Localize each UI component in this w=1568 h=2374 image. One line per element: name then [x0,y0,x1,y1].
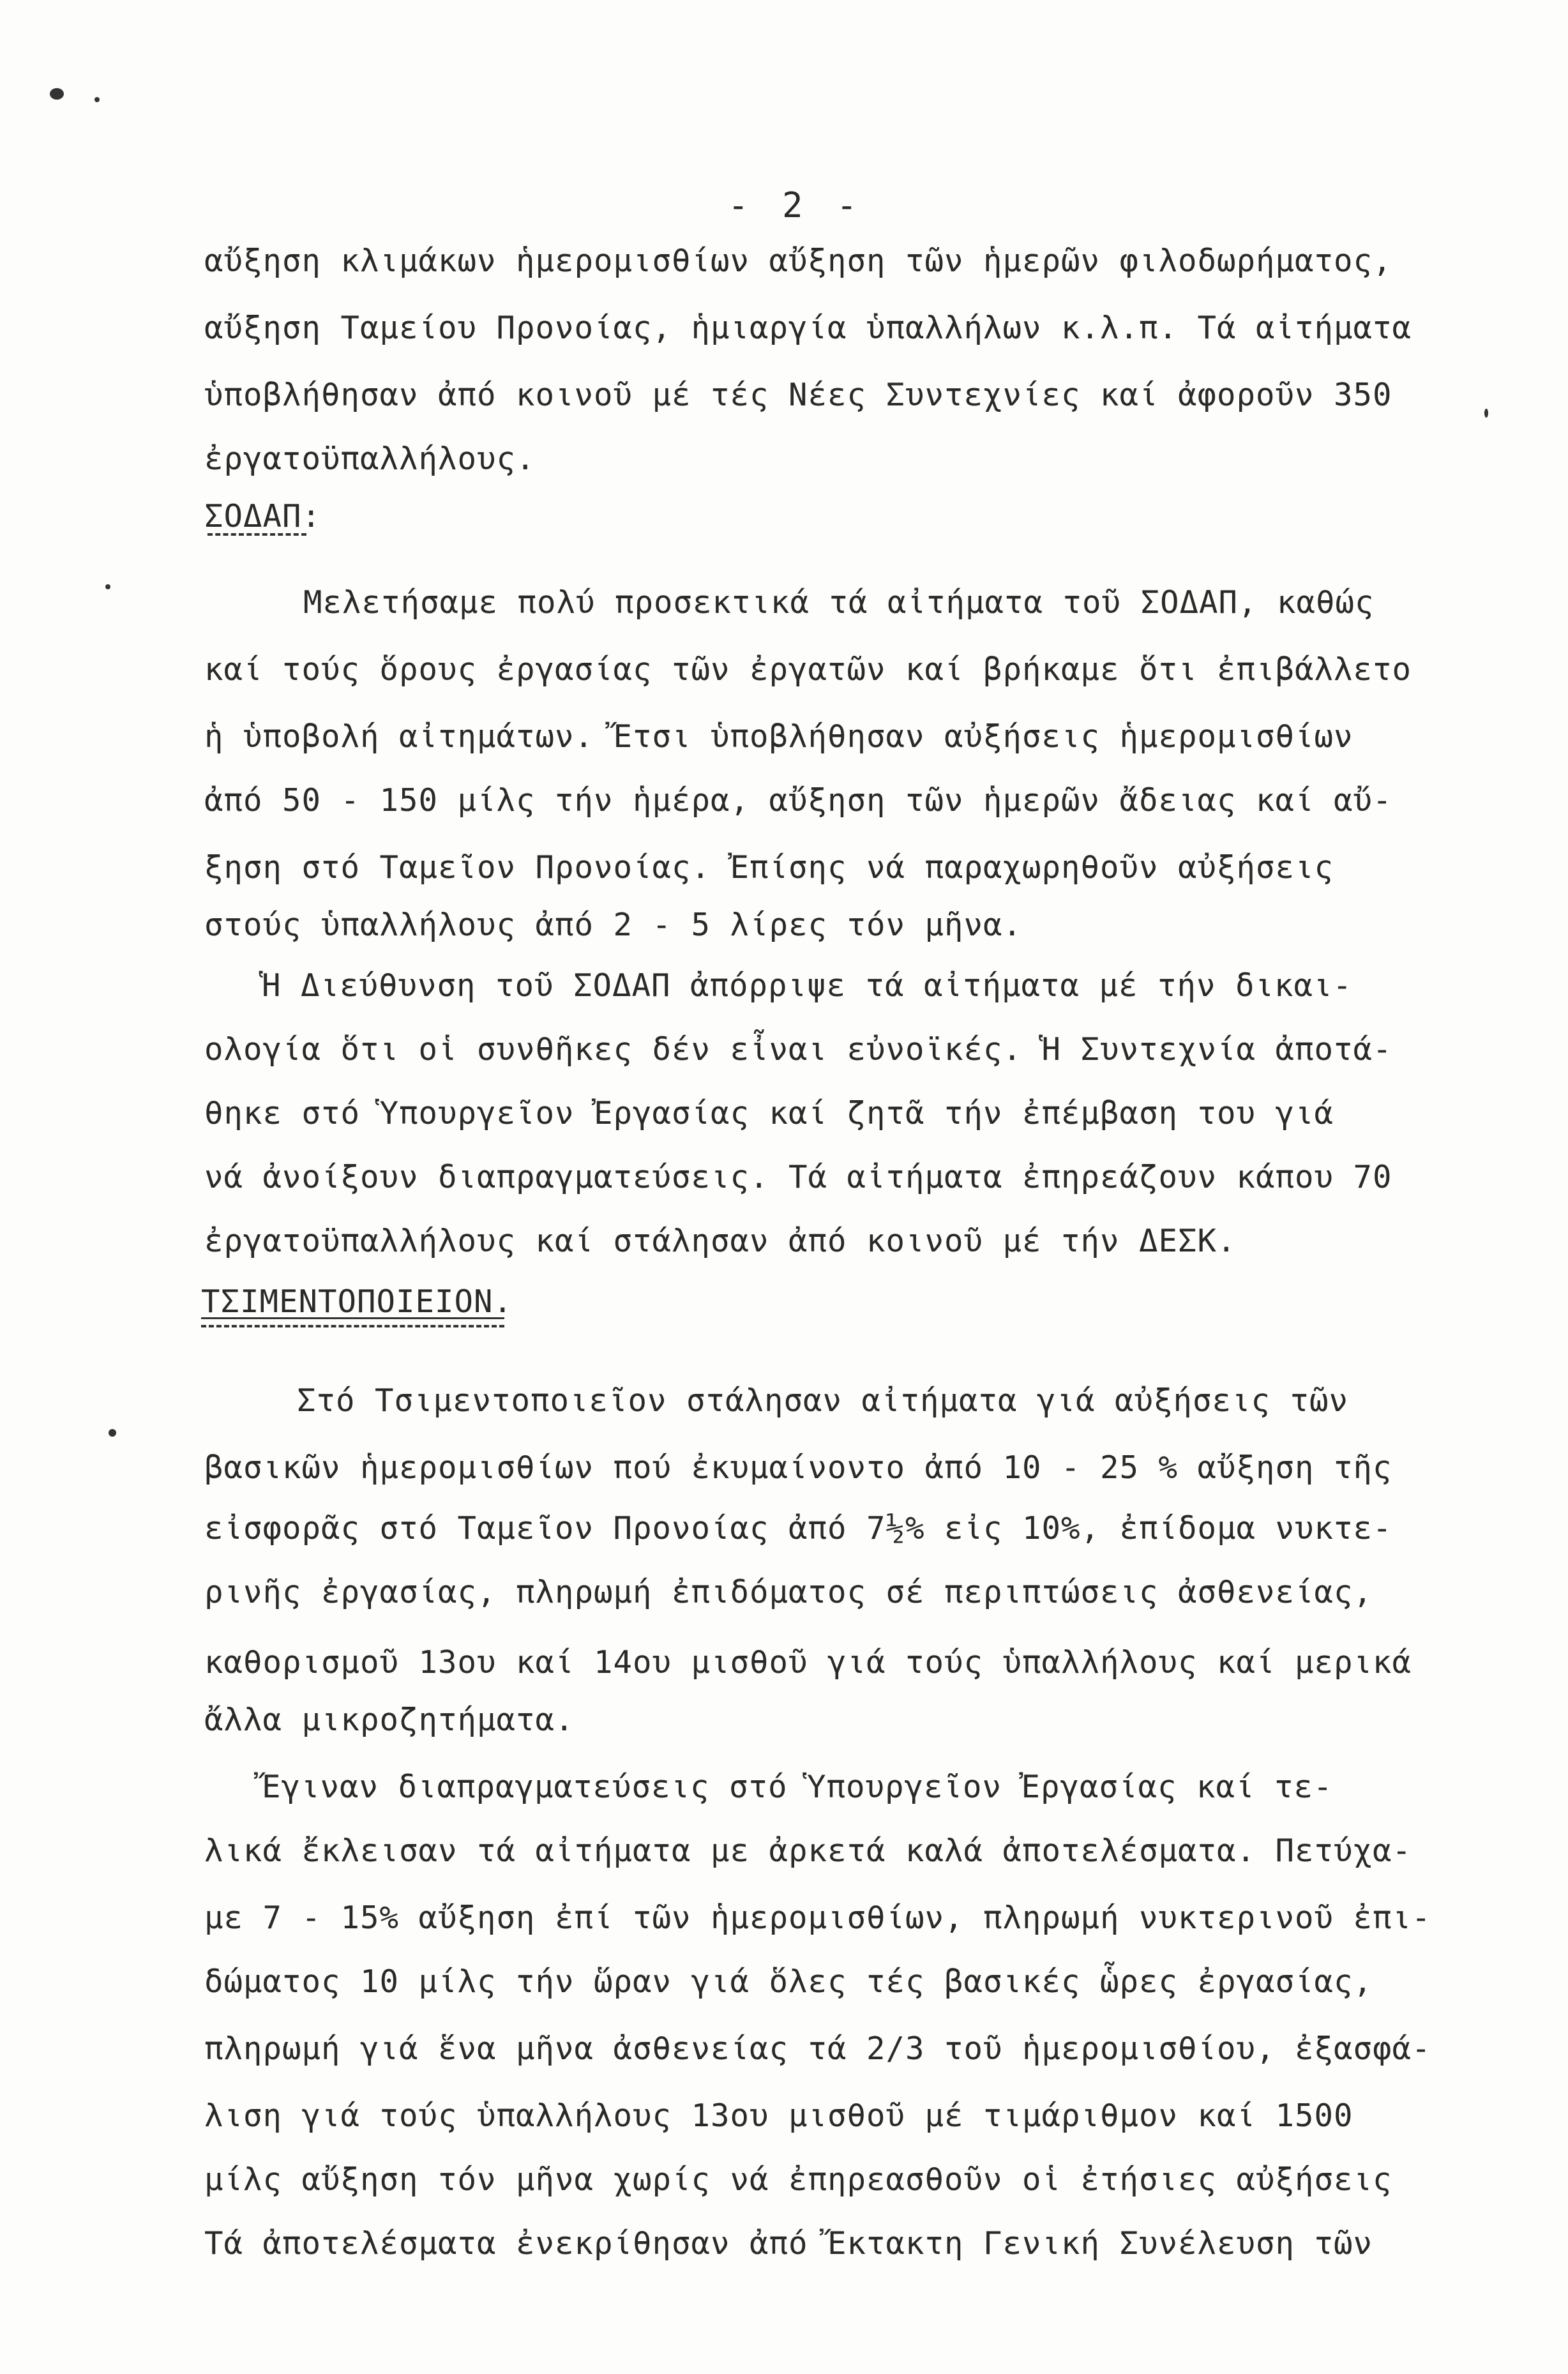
text-line: δώματος 10 μίλς τήν ὥραν γιά ὅλες τές βασικές ὧρες ἐργασίας, [204,1963,1373,2000]
text-line: ἀπό 50 - 150 μίλς τήν ἡμέρα, αὔξηση τῶν ἡμερῶν ἄδειας καί αὔ- [204,782,1392,819]
stray-ink-mark [109,1429,116,1437]
text-line: μίλς αὔξηση τόν μῆνα χωρίς νά ἐπηρεασθοῦν οἱ ἐτήσιες αὐξήσεις [204,2161,1392,2198]
text-line: ἡ ὑποβολή αἰτημάτων. Ἔτσι ὑποβλήθησαν αὐξήσεις ἡμερομισθίων [204,718,1353,755]
stray-ink-mark [94,97,100,102]
text-line: λικά ἔκλεισαν τά αἰτήματα με ἀρκετά καλά ἀποτελέσματα. Πετύχα- [204,1833,1412,1869]
heading-underline [207,533,306,536]
section-heading-cement-factory: ΤΣΙΜΕΝΤΟΠΟΙΕΙΟΝ. [201,1283,513,1320]
text-line: Ἡ Διεύθυνση τοῦ ΣΟΔΑΠ ἀπόρριψε τά αἰτήματα μέ τήν δικαι- [262,967,1353,1004]
text-line: καί τούς ὅρους ἐργασίας τῶν ἐργατῶν καί βρήκαμε ὅτι ἐπιβάλλετο [204,651,1412,688]
text-line: νά ἀνοίξουν διαπραγματεύσεις. Τά αἰτήματα ἐπηρεάζουν κάπου 70 [204,1159,1392,1195]
text-line: Στό Τσιμεντοποιεῖον στάλησαν αἰτήματα γιά αὐξήσεις τῶν [297,1382,1349,1419]
text-line: εἰσφορᾶς στό Ταμεῖον Προνοίας ἀπό 7½% εἰς 10%, ἐπίδομα νυκτε- [204,1510,1392,1546]
text-line: ἐργατοϋπαλλήλους. [204,441,536,477]
text-line: αὔξηση Ταμείου Προνοίας, ἡμιαργία ὑπαλλήλων κ.λ.π. Τά αἰτήματα [204,310,1412,346]
text-line: στούς ὑπαλλήλους ἀπό 2 - 5 λίρες τόν μῆνα. [204,907,1023,943]
heading-underline [201,1325,504,1327]
section-heading-sodap: ΣΟΔΑΠ: [204,498,322,534]
text-line: ὑποβλήθησαν ἀπό κοινοῦ μέ τές Νέες Συντεχνίες καί ἀφοροῦν 350 [204,377,1392,413]
text-line: ἐργατοϋπαλλήλους καί στάλησαν ἀπό κοινοῦ μέ τήν ΔΕΣΚ. [204,1223,1237,1259]
text-line: θηκε στό Ὑπουργεῖον Ἐργασίας καί ζητᾶ τήν ἐπέμβαση του γιά [204,1095,1334,1131]
text-line: ξηση στό Ταμεῖον Προνοίας. Ἐπίσης νά παραχωρηθοῦν αὐξήσεις [204,849,1334,886]
heading-underline [201,1317,504,1319]
page-number: - 2 - [728,185,864,225]
text-line: λιση γιά τούς ὑπαλλήλους 13ου μισθοῦ μέ τιμάριθμον καί 1500 [204,2098,1353,2134]
stray-ink-mark [50,88,64,100]
text-line: πληρωμή γιά ἕνα μῆνα ἀσθενείας τά 2/3 τοῦ ἡμερομισθίου, ἐξασφά- [204,2030,1431,2067]
text-line: Ἔγιναν διαπραγματεύσεις στό Ὑπουργεῖον Ἐργασίας καί τε- [262,1769,1333,1805]
text-line: καθορισμοῦ 13ου καί 14ου μισθοῦ γιά τούς ὑπαλλήλους καί μερικά [204,1644,1412,1681]
text-line: Μελετήσαμε πολύ προσεκτικά τά αἰτήματα τοῦ ΣΟΔΑΠ, καθώς [303,584,1375,621]
stray-ink-mark [1484,409,1488,418]
text-line: βασικῶν ἡμερομισθίων πού ἐκυμαίνοντο ἀπό 10 - 25 % αὔξηση τῆς [204,1449,1392,1486]
text-line: με 7 - 15% αὔξηση ἐπί τῶν ἡμερομισθίων, πληρωμή νυκτερινοῦ ἐπι- [204,1900,1431,1936]
text-line: αὔξηση κλιμάκων ἡμερομισθίων αὔξηση τῶν ἡμερῶν φιλοδωρήματος, [204,243,1392,279]
text-line: ολογία ὅτι οἱ συνθῆκες δέν εἶναι εὐνοϊκές. Ἡ Συντεχνία ἀποτά- [204,1031,1392,1068]
stray-ink-mark [105,584,110,589]
text-line: ρινῆς ἐργασίας, πληρωμή ἐπιδόματος σέ περιπτώσεις ἀσθενείας, [204,1574,1373,1610]
text-line: ἄλλα μικροζητήματα. [204,1702,575,1738]
text-line: Τά ἀποτελέσματα ἐνεκρίθησαν ἀπό Ἔκτακτη Γενική Συνέλευση τῶν [204,2225,1373,2262]
